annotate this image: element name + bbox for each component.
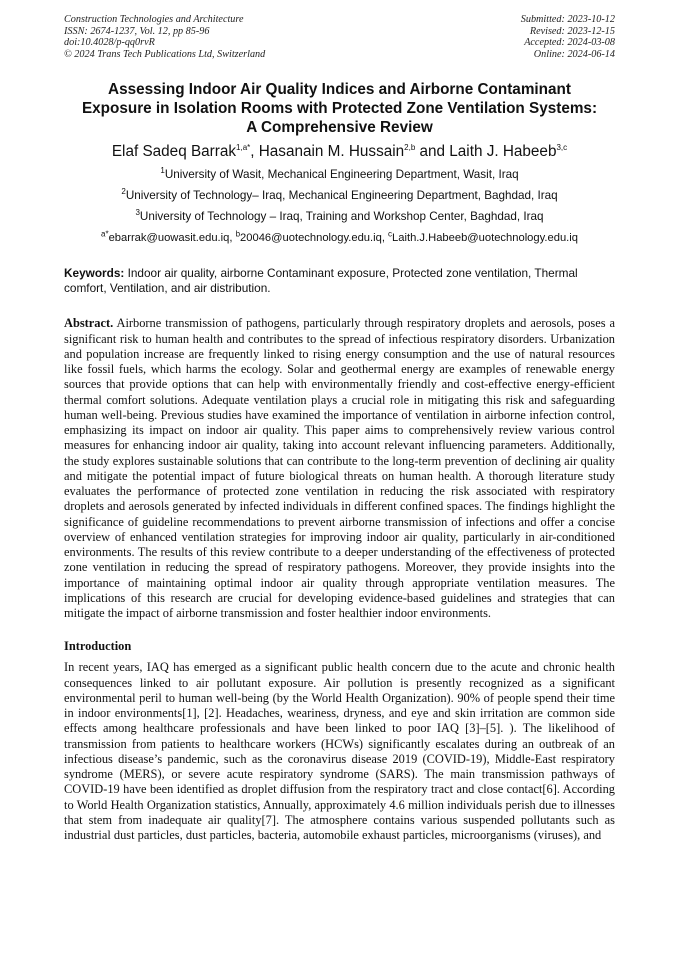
author-separator: and [415,143,450,161]
affiliation-text: University of Technology – Iraq, Training and Workshop Center, Baghdad, Iraq [139,210,544,224]
author-superscript: 2,b [404,143,416,153]
abstract-text: Airborne transmission of pathogens, particularly through respiratory droplets and aerosols, poses a significant risk to human health and contributes to the spread of infectious respiratory disorders. Urbanization and population increase are frequently linked to rising energy consumption and the use of natural resources like fossil fuels, which harms the ecology. Solar and geothermal energy are examples of renewable energy sources that provide options that can help with environmentally friendly and cost-effective energy-efficient thermal comfort solutions. Adequate ventilation plays a crucial role in mitigating this risk and safeguarding human well-being. Previous studies have examined the importance of ventilation in airborne infection control, emphasizing its impact on indoor air quality. This paper aims to comprehensively review various control measures for enhancing indoor air quality, taking into account relevant influencing parameters. Additionally, the study explores sustainable solutions that can contribute to the long-term prevention of declining air quality and mitigate the potential impact of future biological threats on human health. A thorough literature study evaluates the performance of protected zone ventilation in reducing the risk associated with respiratory droplets and aerosols generated by infected individuals in different confined spaces. The findings highlight the significance of guideline recommendations to prevent airborne transmission of infections and offer a concise overview of enhanced ventilation strategies for improving indoor air quality, particularly in air-conditioned environments. The results of this review contribute to a deeper understanding of the effectiveness of protected zone ventilation in reducing the spread of respiratory pathogens. Moreover, they provide insights into the importance of maintaining optimal indoor air quality through appropriate ventilation measures. The implications of this research are crucial for developing evidence-based guidelines and strategies that can mitigate the impact of airborne transmission and foster healthier indoor environments. [64,316,615,621]
affiliation-text: University of Technology– Iraq, Mechanical Engineering Department, Baghdad, Iraq [125,189,558,203]
email-link[interactable]: ebarrak@uowasit.edu.iq, [108,232,236,245]
author-superscript: 3,c [556,143,568,153]
author-list [64,142,615,161]
submitted-date: Submitted: 2023-10-12 [520,14,615,25]
abstract [64,316,615,621]
affiliation [64,168,615,182]
abstract-label: Abstract. [64,316,114,331]
submission-dates [521,14,615,60]
journal-header [64,14,615,60]
keywords-text: Indoor air quality, airborne Contaminant exposure, Protected zone ventilation, Thermal comfort, Ventilation, and air distribution. [64,266,578,296]
doi: doi:10.4028/p-qq0rvR [64,37,155,49]
online-date: Online: 2024-06-14 [533,48,615,60]
author-name: Laith J. Habeeb [449,143,557,161]
accepted-date: Accepted: 2024-03-08 [524,37,615,49]
journal-info [64,14,265,60]
email-link[interactable]: 20046@uotechnology.edu.iq, [240,232,389,245]
journal-name: Construction Technologies and Architecture [64,14,244,25]
issn-volume: ISSN: 2674-1237, Vol. 12, pp 85-96 [64,25,210,37]
copyright: © 2024 Trans Tech Publications Ltd, Switzerland [64,48,266,60]
author-emails [64,231,615,245]
title-line: Exposure in Isolation Rooms with Protected Zone Ventilation Systems: [81,100,598,118]
paper-title [64,80,615,137]
affiliation-superscript: 1 [160,166,165,176]
affiliation [64,189,615,203]
author-name: Hasanain M. Hussain [258,143,405,161]
revised-date: Revised: 2023-12-15 [529,25,615,37]
section-heading-introduction: Introduction [64,639,132,654]
introduction-paragraph: In recent years, IAQ has emerged as a significant public health concern due to the acute and chronic health consequences linked to air pollutant exposure. Air pollution is presently recognized as a significant environmental peril to human well-being (by the World Health Organization). 90% of people spend their time in indoor environments[1], [2]. Headaches, weariness, dryness, and eye and skin irritation are common side effects among healthcare professionals and have been linked to poor IAQ [3]–[5]. ). The likelihood of transmission from patients to healthcare workers (HCWs) significantly escalates during an outbreak of an infectious disease’s pandemic, such as the coronavirus disease 2019 (COVID-19), Middle-East respiratory syndrome (MERS), or severe acute respiratory syndrome (SARS). The main transmission pathways of COVID-19 have been identified as droplet diffusion from the respiratory tract and close contact[6]. According to World Health Organization statistics, Annually, approximately 4.6 million individuals perish due to illnesses that stem from inadequate air quality[7]. The atmosphere contains various suspended pollutants such as industrial dust particles, dust particles, bacteria, automobile exhaust particles, microorganisms (viruses), and [64,660,615,843]
affiliation [64,210,615,224]
author-name: Elaf Sadeq Barrak [111,143,237,161]
email-link[interactable]: Laith.J.Habeeb@uotechnology.edu.iq [392,232,578,245]
affiliation-superscript: 2 [121,187,126,197]
paper-page [64,14,615,843]
author-superscript: 1,a* [236,143,251,153]
email-superscript: a* [101,229,109,239]
affiliation-superscript: 3 [135,208,140,218]
author-separator: , [250,143,259,161]
title-line: A Comprehensive Review [246,119,433,137]
keywords [64,266,615,296]
email-superscript: b [235,229,241,239]
affiliation-text: University of Wasit, Mechanical Engineering Department, Wasit, Iraq [164,168,519,182]
keywords-label: Keywords: [64,266,125,281]
email-superscript: c [388,229,393,239]
title-line: Assessing Indoor Air Quality Indices and Airborne Contaminant [108,81,571,99]
